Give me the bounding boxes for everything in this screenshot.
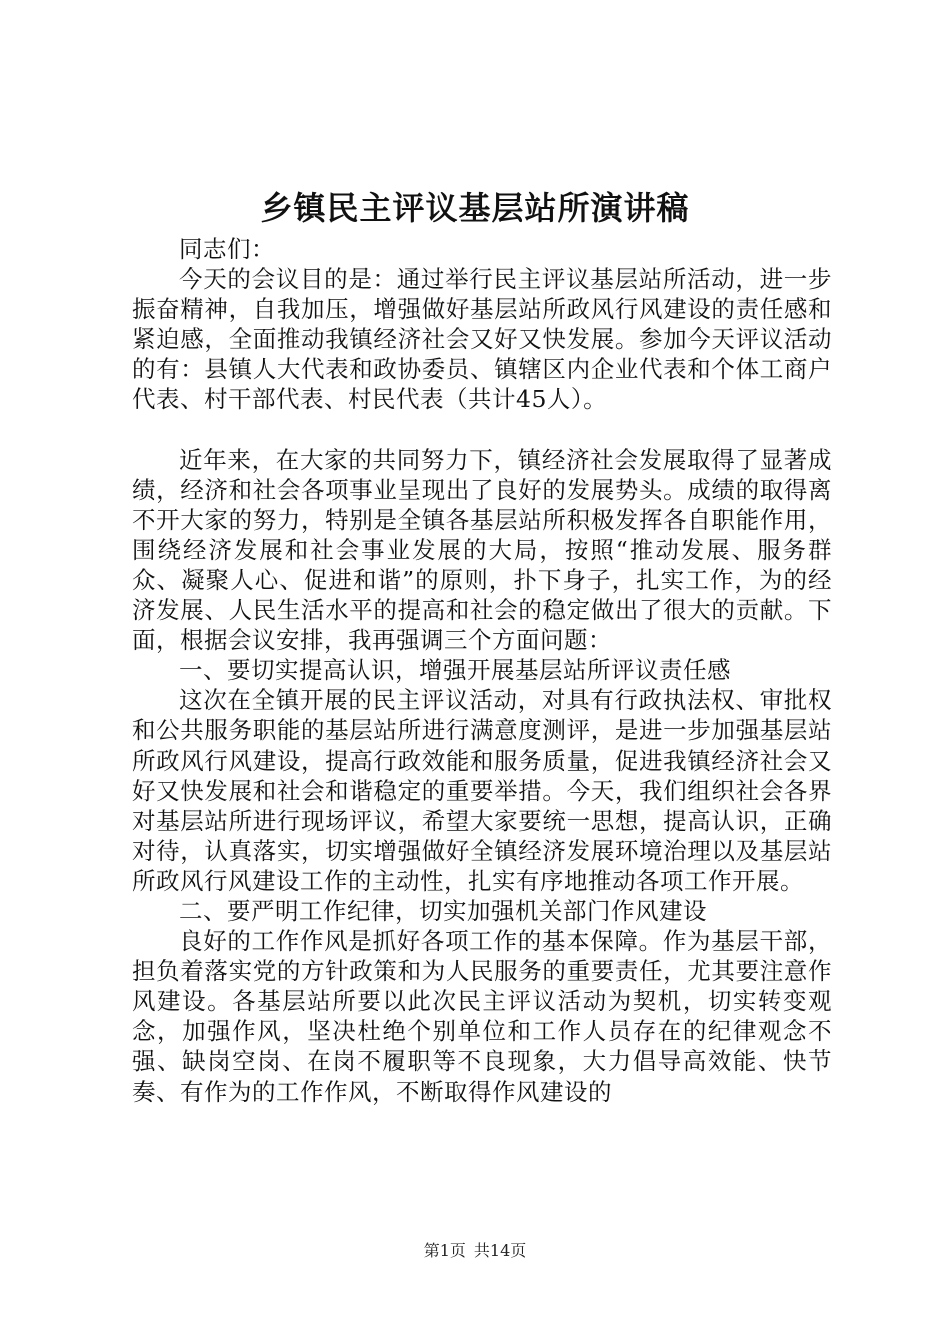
section-heading-1: 一、要切实提高认识，增强开展基层站所评议责任感 <box>179 656 731 685</box>
paragraph-salutation: 同志们： <box>179 235 275 263</box>
paragraph-meeting-purpose: 今天的会议目的是：通过举行民主评议基层站所活动，进一步振奋精神，自我加压，增强做好基层站所政风行风建设的责任感和紧迫感，全面推动我镇经济社会又好又快发展。参加今天评议活动的有：县镇人大代表和政协委员、镇辖区内企业代表和个体工商户代表、村干部代表、村民代表（共计45人）。 <box>132 265 832 414</box>
page-footer <box>0 1240 950 1262</box>
document-body <box>132 234 832 1107</box>
page-total: 共14页 <box>473 1241 527 1260</box>
paragraph-achievements: 近年来，在大家的共同努力下，镇经济社会发展取得了显著成绩，经济和社会各项事业呈现出了良好的发展势头。成绩的取得离不开大家的努力，特别是全镇各基层站所积极发挥各自职能作用，围绕经济发展和社会事业发展的大局，按照“推动发展、服务群众、凝聚人心、促进和谐”的原则，扑下身子，扎实工作，为的经济发展、人民生活水平的提高和社会的稳定做出了很大的贡献。下面，根据会议安排，我再强调三个方面问题： <box>132 445 832 655</box>
document-title: 乡镇民主评议基层站所演讲稿 <box>260 189 690 227</box>
page-number: 第1页 <box>423 1241 466 1260</box>
section-heading-2: 二、要严明工作纪律，切实加强机关部门作风建设 <box>179 896 707 925</box>
paragraph-section-1: 这次在全镇开展的民主评议活动，对具有行政执法权、审批权和公共服务职能的基层站所进行满意度测评，是进一步加强基层站所政风行风建设，提高行政效能和服务质量，促进我镇经济社会又好又快发展和社会和谐稳定的重要举措。今天，我们组织社会各界对基层站所进行现场评议，希望大家要统一思想，提高认识，正确对待，认真落实，切实增强做好全镇经济发展环境治理以及基层站所政风行风建设工作的主动性，扎实有序地推动各项工作开展。 <box>132 686 832 895</box>
paragraph-section-2: 良好的工作作风是抓好各项工作的基本保障。作为基层干部，担负着落实党的方针政策和为人民服务的重要责任，尤其要注意作风建设。各基层站所要以此次民主评议活动为契机，切实转变观念，加强作风，坚决杜绝个别单位和工作人员存在的纪律观念不强、缺岗空岗、在岗不履职等不良现象，大力倡导高效能、快节奏、有作为的工作作风，不断取得作风建设的 <box>132 927 832 1106</box>
